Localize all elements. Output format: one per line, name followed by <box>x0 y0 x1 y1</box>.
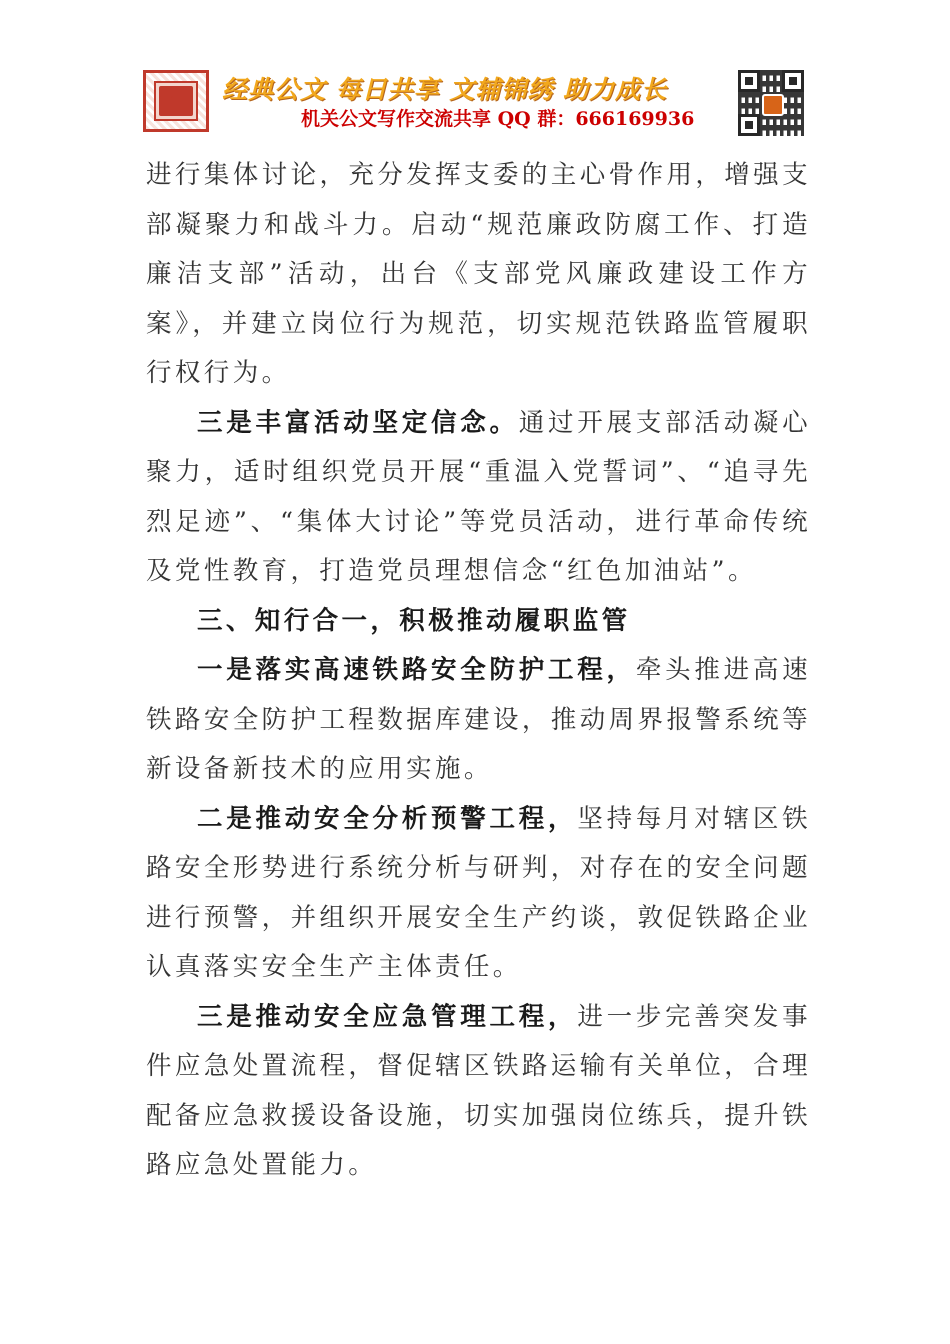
seal-logo-inner <box>154 81 198 121</box>
header-slogan: 经典公文 每日共享 文辅锦绣 助力成长 <box>222 75 668 104</box>
document-body <box>146 151 811 1191</box>
paragraph-5-text: 进一步完善突发事件应急处置流程，督促辖区铁路运输有关单位，合理配备应急救援设备设施，切实加强岗位练兵，提升铁路应急处置能力。 <box>146 1001 811 1180</box>
paragraph-5-lead: 三是推动安全应急管理工程， <box>197 1001 578 1032</box>
seal-glyph <box>171 96 193 116</box>
paragraph-3-text: 牵头推进高速铁路安全防护工程数据库建设，推动周界报警系统等新设备新技术的应用实施。 <box>146 655 811 784</box>
paragraph-4 <box>146 795 811 993</box>
paragraph-4-lead: 二是推动安全分析预警工程， <box>197 803 578 834</box>
paragraph-4-text: 坚持每月对辖区铁路安全形势进行系统分析与研判，对存在的安全问题进行预警，并组织开展安全生产约谈，敦促铁路企业认真落实安全生产主体责任。 <box>146 803 811 982</box>
paragraph-5 <box>146 993 811 1191</box>
qr-finder <box>738 70 760 92</box>
paragraph-2 <box>146 399 811 597</box>
qr-center-logo <box>762 94 784 116</box>
section-heading-3: 三、知行合一，积极推动履职监管 <box>197 605 631 636</box>
paragraph-2-lead: 三是丰富活动坚定信念。 <box>197 407 519 438</box>
qr-finder <box>782 70 804 92</box>
seal-logo <box>143 70 209 132</box>
paragraph-3-lead: 一是落实高速铁路安全防护工程， <box>197 655 636 685</box>
paragraph-3 <box>146 646 811 795</box>
page-header <box>0 0 950 150</box>
paragraph-2-text: 通过开展支部活动凝心聚力，适时组织党员开展“重温入党誓词”、“追寻先烈足迹”、“集体大讨论”等党员活动，进行革命传统及党性教育，打造党员理想信念“红色加油站”。 <box>146 407 811 586</box>
header-qq-group: 机关公文写作交流共享 QQ 群：666169936 <box>301 108 695 130</box>
qr-code-icon <box>738 70 804 136</box>
paragraph-1: 进行集体讨论，充分发挥支委的主心骨作用，增强支部凝聚力和战斗力。启动“规范廉政防腐工作、打造廉洁支部”活动，出台《支部党风廉政建设工作方案》，并建立岗位行为规范，切实规范铁路监管履职行权行为。 <box>146 160 811 388</box>
qr-finder <box>738 114 760 136</box>
